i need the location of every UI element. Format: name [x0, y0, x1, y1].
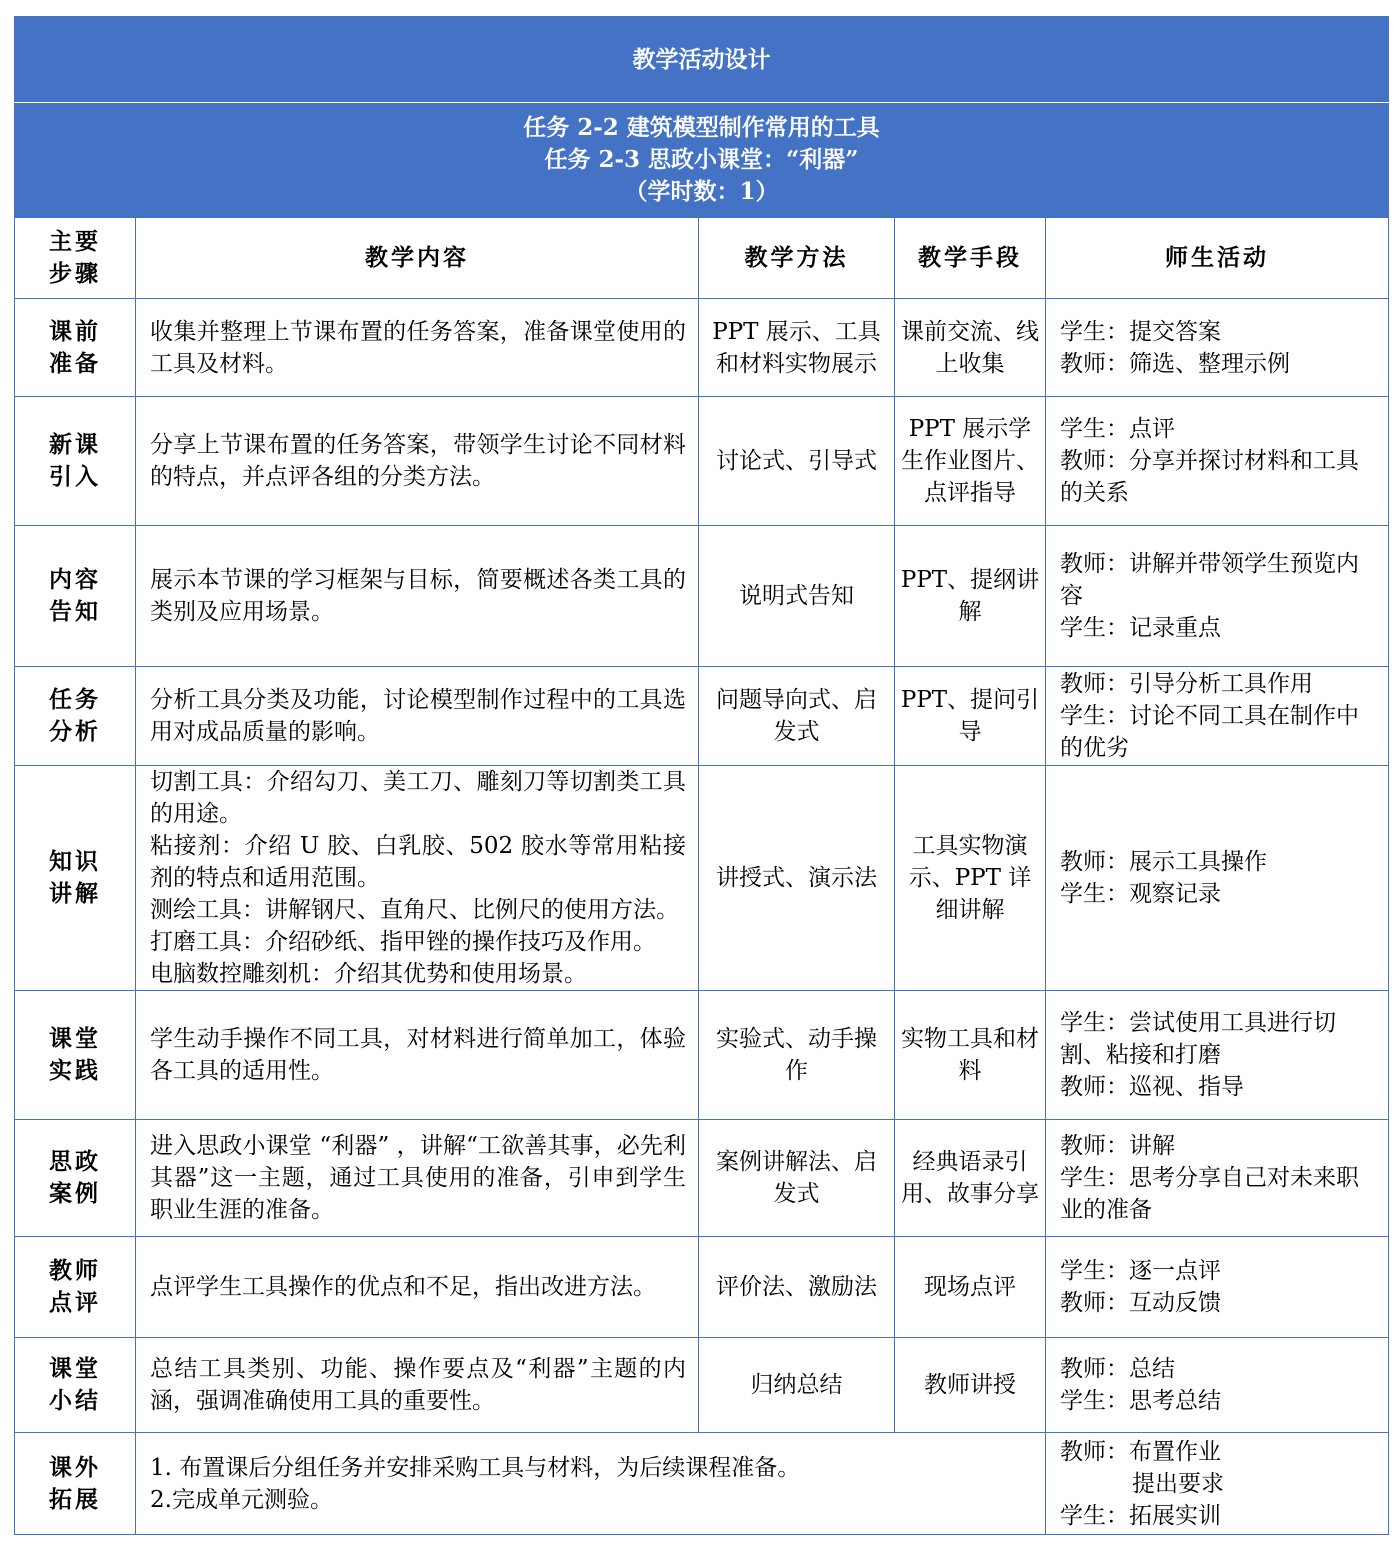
- means-cell: 教师讲授: [895, 1338, 1046, 1433]
- table-row: [15, 1338, 1389, 1433]
- activity-cell: 教师：引导分析工具作用 学生：讨论不同工具在制作中的优劣: [1046, 667, 1389, 766]
- activity-cell: 教师：展示工具操作 学生：观察记录: [1046, 766, 1389, 991]
- step-cell: 新课 引入: [15, 397, 136, 526]
- means-cell: 课前交流、线上收集: [895, 299, 1046, 397]
- means-cell: 现场点评: [895, 1237, 1046, 1338]
- activity-cell: 教师：讲解并带领学生预览内容 学生：记录重点: [1046, 526, 1389, 667]
- table-row: [15, 991, 1389, 1120]
- content-cell: 分享上节课布置的任务答案，带领学生讨论不同材料的特点，并点评各组的分类方法。: [136, 397, 699, 526]
- header-row: [15, 218, 1389, 299]
- step-cell: 教师 点评: [15, 1237, 136, 1338]
- class-hours: （学时数：1）: [624, 178, 779, 205]
- method-cell: 归纳总结: [699, 1338, 895, 1433]
- method-cell: 实验式、动手操作: [699, 991, 895, 1120]
- activity-cell: 学生：点评 教师：分享并探讨材料和工具的关系: [1046, 397, 1389, 526]
- content-cell: 总结工具类别、功能、操作要点及“利器”主题的内涵，强调准确使用工具的重要性。: [136, 1338, 699, 1433]
- means-cell: PPT、提问引导: [895, 667, 1046, 766]
- table-row: [15, 766, 1389, 991]
- step-cell: 知识 讲解: [15, 766, 136, 991]
- step-cell: 课堂 小结: [15, 1338, 136, 1433]
- table-row: [15, 1237, 1389, 1338]
- content-cell: 切割工具：介绍勾刀、美工刀、雕刻刀等切割类工具的用途。 粘接剂：介绍 U 胶、白乳胶、502 胶水等常用粘接剂的特点和适用范围。 测绘工具：讲解钢尺、直角尺、比例尺的使用方法。 打磨工具：介绍砂纸、指甲锉的操作技巧及作用。 电脑数控雕刻机：介绍其优势和使用场景。: [136, 766, 699, 991]
- header-method: 教学方法: [699, 218, 895, 299]
- means-cell: 工具实物演示、PPT 详细讲解: [895, 766, 1046, 991]
- task-2-3-title: 任务 2-3 思政小课堂：“利器”: [544, 146, 859, 173]
- content-cell: 展示本节课的学习框架与目标，简要概述各类工具的类别及应用场景。: [136, 526, 699, 667]
- activity-cell: 教师：讲解 学生：思考分享自己对未来职业的准备: [1046, 1120, 1389, 1237]
- task-subtitle: [15, 103, 1389, 218]
- step-cell: 思政 案例: [15, 1120, 136, 1237]
- table-row: [15, 526, 1389, 667]
- content-cell: 分析工具分类及功能，讨论模型制作过程中的工具选用对成品质量的影响。: [136, 667, 699, 766]
- task-2-2-title: 任务 2-2 建筑模型制作常用的工具: [523, 114, 880, 141]
- table-row: [15, 1120, 1389, 1237]
- header-activity: 师生活动: [1046, 218, 1389, 299]
- method-cell: PPT 展示、工具和材料实物展示: [699, 299, 895, 397]
- header-content: 教学内容: [136, 218, 699, 299]
- table-row-extension: [15, 1433, 1389, 1535]
- table-row: [15, 667, 1389, 766]
- method-cell: 说明式告知: [699, 526, 895, 667]
- step-cell: 课外 拓展: [15, 1433, 136, 1535]
- step-cell: 任务 分析: [15, 667, 136, 766]
- content-cell: 学生动手操作不同工具，对材料进行简单加工，体验各工具的适用性。: [136, 991, 699, 1120]
- method-cell: 评价法、激励法: [699, 1237, 895, 1338]
- content-cell: 1. 布置课后分组任务并安排采购工具与材料，为后续课程准备。 2.完成单元测验。: [136, 1433, 1046, 1535]
- content-cell: 点评学生工具操作的优点和不足，指出改进方法。: [136, 1237, 699, 1338]
- means-cell: 经典语录引用、故事分享: [895, 1120, 1046, 1237]
- table-row: [15, 299, 1389, 397]
- table-body: [15, 299, 1389, 1433]
- content-cell: 进入思政小课堂 “利器” ，讲解“工欲善其事，必先利其器”这一主题，通过工具使用的准备，引申到学生职业生涯的准备。: [136, 1120, 699, 1237]
- table-row: [15, 397, 1389, 526]
- content-cell: 收集并整理上节课布置的任务答案，准备课堂使用的工具及材料。: [136, 299, 699, 397]
- activity-cell: 学生：尝试使用工具进行切割、粘接和打磨 教师：巡视、指导: [1046, 991, 1389, 1120]
- header-step: 主要 步骤: [15, 218, 136, 299]
- activity-cell: 学生：提交答案 教师：筛选、整理示例: [1046, 299, 1389, 397]
- table-title: 教学活动设计: [15, 17, 1389, 103]
- method-cell: 讲授式、演示法: [699, 766, 895, 991]
- header-means: 教学手段: [895, 218, 1046, 299]
- means-cell: 实物工具和材料: [895, 991, 1046, 1120]
- activity-cell: 教师：布置作业 提出要求 学生：拓展实训: [1046, 1433, 1389, 1535]
- means-cell: PPT 展示学生作业图片、点评指导: [895, 397, 1046, 526]
- method-cell: 问题导向式、启发式: [699, 667, 895, 766]
- activity-cell: 学生：逐一点评 教师：互动反馈: [1046, 1237, 1389, 1338]
- step-cell: 内容 告知: [15, 526, 136, 667]
- teaching-plan-table: [14, 16, 1389, 1535]
- method-cell: 讨论式、引导式: [699, 397, 895, 526]
- method-cell: 案例讲解法、启发式: [699, 1120, 895, 1237]
- means-cell: PPT、提纲讲解: [895, 526, 1046, 667]
- step-cell: 课堂 实践: [15, 991, 136, 1120]
- step-cell: 课前 准备: [15, 299, 136, 397]
- activity-cell: 教师：总结 学生：思考总结: [1046, 1338, 1389, 1433]
